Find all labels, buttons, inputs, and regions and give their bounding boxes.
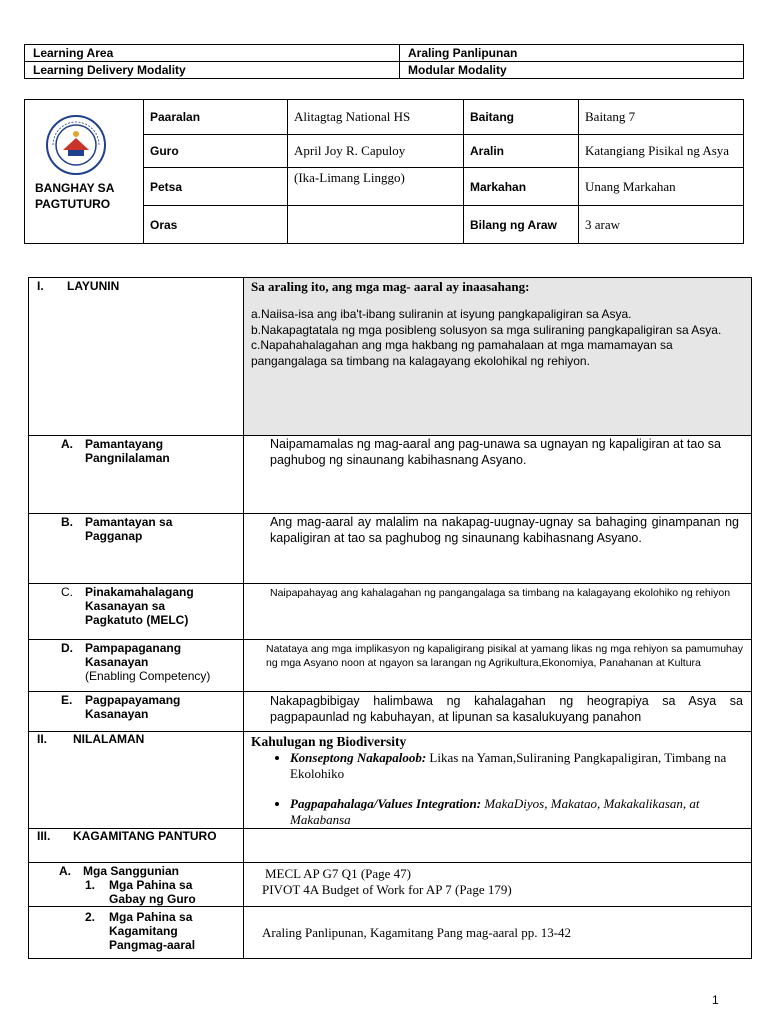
markahan-label: Markahan [464,168,579,206]
a-label-cell [29,436,244,514]
a-value: Naipamamalas ng mag-aaral ang pag-unawa sa ugnayan ng kapaligiran at tao sa paghubog ng sinaunang kabihasnang Asyano. [270,437,721,467]
table-row [29,278,752,436]
kagamitan-label-cell [29,829,244,863]
table-row [29,514,752,584]
guro-label: Guro [144,135,288,168]
a-letter: A. [61,437,73,451]
values-label: Pagpapahalaga/Values Integration: [290,796,482,811]
c-label: Pinakamahalagang Kasanayan sa Pagkatuto (MELC) [85,585,194,627]
e-label: Pagpapayamang Kasanayan [85,693,181,721]
d-value: Natataya ang mga implikasyon ng kapaligirang pisikal at yamang likas ng mga rehiyon sa pamumuhay ng mga Asyano noon at ngayon sa larangan ng Agrikultura,Ekonomiya, Panahanan at Kultura [266,643,743,669]
page-number: 1 [712,993,719,1007]
kagamitan-label: KAGAMITANG PANTURO [73,829,217,843]
nilalaman-title: Kahulugan ng Biodiversity [251,734,407,749]
konsepto-item [290,750,751,782]
kagamitan-content-cell [244,829,752,863]
oras-label: Oras [144,206,288,244]
sanggunian-letter: A. [59,864,71,878]
nilalaman-content-cell [244,732,752,829]
kagamitang-content-cell [244,907,752,959]
oras-value [288,206,464,244]
c-letter: C. [61,585,73,599]
layunin-c: c.Napahahalagahan ang mga hakbang ng pamahalaan at mga mamamayan sa pangangalaga sa timbang na kalagayang ekolohikal ng rehiyon. [251,338,673,368]
main-table [28,277,752,959]
table-row [29,829,752,863]
kagamitang-label-cell [29,907,244,959]
table-row [29,907,752,959]
gabay-value-2: PIVOT 4A Budget of Work for AP 7 (Page 179) [262,882,512,897]
petsa-label: Petsa [144,168,288,206]
b-value: Ang mag-aaral ay malalim na nakapag-uugnay-ugnay sa bahaging ginampanan ng kapaligiran at tao sa paghubog ng sinaunang kabihasnang Asyano. [270,515,739,545]
table-row [29,863,752,907]
a-content-cell [244,436,752,514]
e-label-cell [29,692,244,732]
d-label-cell [29,640,244,692]
gabay-value-1: MECL AP G7 Q1 (Page 47) [265,866,412,881]
values-item [290,796,751,828]
kagamitang-label: Mga Pahina sa Kagamitang Pangmag-aaral [109,910,196,952]
e-value: Nakapagbibigay halimbawa ng kahalagahan ng heograpiya sa Asya sa pagpapaunlad ng kabuhayan, at lipunan sa kasalukuyang panahon [270,694,743,724]
guro-value: April Joy R. Capuloy [288,135,464,168]
baitang-value: Baitang 7 [579,100,744,135]
petsa-value: (Ika-Limang Linggo) [288,168,464,206]
aralin-label: Aralin [464,135,579,168]
b-letter: B. [61,515,73,529]
header-table [24,44,744,79]
layunin-a: a.Naiisa-isa ang iba't-ibang suliranin at isyung pangkapaligiran sa Asya. [251,307,632,321]
learning-area-value: Araling Panlipunan [400,45,744,62]
e-content-cell [244,692,752,732]
table-row [29,692,752,732]
b-label: Pamantayan sa Pagganap [85,515,173,543]
e-letter: E. [61,693,73,707]
gabay-label: Mga Pahina sa Gabay ng Guro [109,878,196,906]
table-row [29,436,752,514]
paaralan-value: Alitagtag National HS [288,100,464,135]
d-content-cell [244,640,752,692]
konsepto-value: Likas na Yaman,Suliraning Pangkapaligiran, Timbang na Ekolohiko [290,750,727,781]
a-label: Pamantayang Pangnilalaman [85,437,170,465]
school-logo-icon [45,114,107,176]
c-value: Naipapahayag ang kahalagahan ng pangangalaga sa timbang na kalagayang ekolohiko ng rehiyon [270,587,731,599]
layunin-content-cell [244,278,752,436]
bilang-label: Bilang ng Araw [464,206,579,244]
layunin-label: LAYUNIN [67,279,120,293]
title-cell [25,100,144,244]
gabay-content-cell [244,863,752,907]
sanggunian-label-cell [29,863,244,907]
kagamitang-number: 2. [85,910,96,924]
layunin-b: b.Nakapagtatala ng mga posibleng solusyon sa mga suliraning pangkapaligiran sa Asya. [251,322,722,337]
kagamitang-value: Araling Panlipunan, Kagamitang Pang mag-aaral pp. 13-42 [262,924,572,940]
lesson-plan-title-line1: BANGHAY SA [35,181,115,195]
b-content-cell [244,514,752,584]
sanggunian-label: Mga Sanggunian [83,864,179,878]
markahan-value: Unang Markahan [579,168,744,206]
table-row [29,732,752,829]
d-letter: D. [61,641,73,655]
layunin-number: I. [37,279,44,293]
nilalaman-label-cell [29,732,244,829]
info-table [24,99,744,244]
layunin-intro: Sa araling ito, ang mga mag- aaral ay inaasahang: [251,279,530,294]
kagamitan-number: III. [37,829,51,843]
b-label-cell [29,514,244,584]
d-sublabel: (Enabling Competency) [85,669,211,683]
learning-area-label: Learning Area [25,45,400,62]
modality-value: Modular Modality [400,62,744,79]
paaralan-label: Paaralan [144,100,288,135]
layunin-label-cell [29,278,244,436]
table-row [29,640,752,692]
nilalaman-number: II. [37,732,48,746]
aralin-value: Katangiang Pisikal ng Asya [579,135,744,168]
baitang-label: Baitang [464,100,579,135]
table-row [29,584,752,640]
c-content-cell [244,584,752,640]
d-label: Pampapaganang Kasanayan [85,641,182,669]
c-label-cell [29,584,244,640]
modality-label: Learning Delivery Modality [25,62,400,79]
nilalaman-label: NILALAMAN [73,732,145,746]
konsepto-label: Konseptong Nakapaloob: [290,750,427,765]
bilang-value: 3 araw [579,206,744,244]
values-value: MakaDiyos, Makatao, Makakalikasan, at Makabansa [290,796,700,827]
gabay-number: 1. [85,878,96,892]
lesson-plan-title-line2: PAGTUTURO [35,197,111,211]
